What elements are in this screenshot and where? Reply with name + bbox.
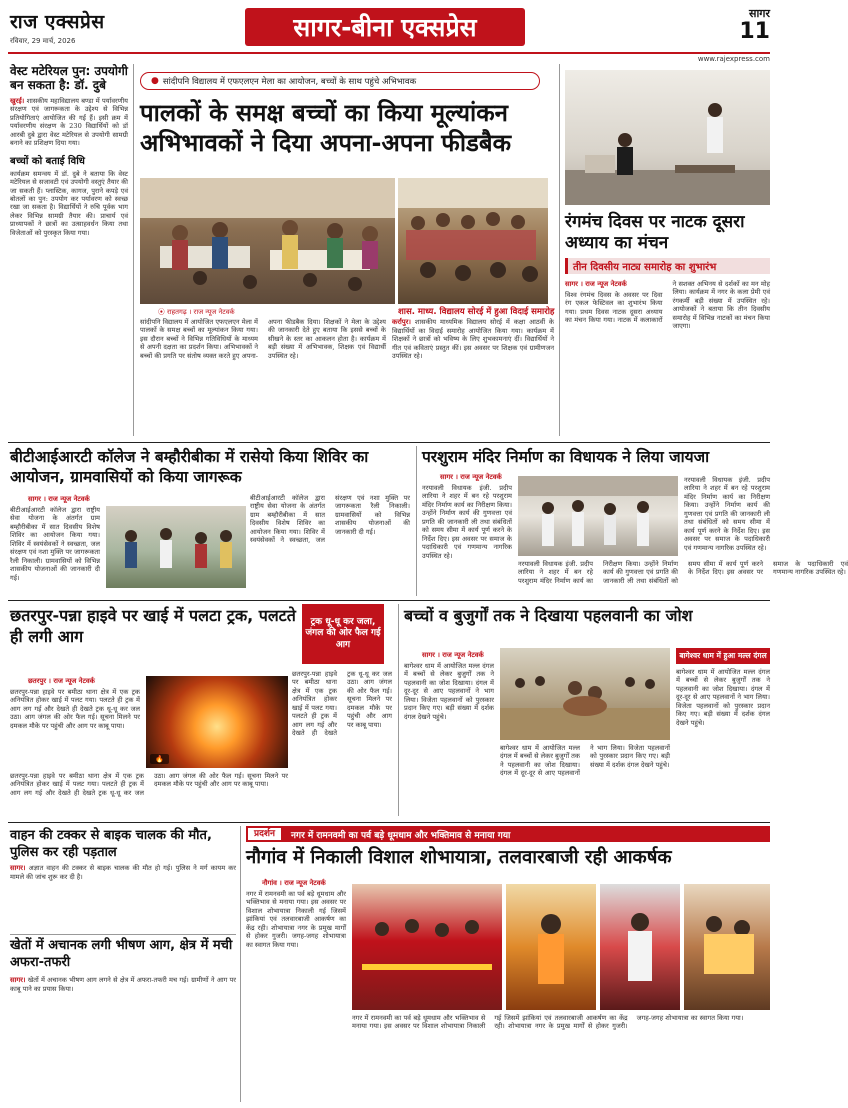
- theatre-body-text: विश्व रंगमंच दिवस के अवसर पर दिवा रंग एकल फेस्टिवल का शुभारंभ किया गया। प्रथम दिवस नाटक दूसरा अध्याय का मंचन किया गया। नाटक में कलाकारों ने सशक्त अभिनय से दर्शकों का मन मोह लिया। कार्यक्रम में नगर के कला प्रेमी एवं रंगकर्मी बड़ी संख्या में उपस्थित रहे। आयोजकों ने बताया कि तीन दिवसीय समारोह में विभिन्न नाटकों का मंचन किया जाएगा।: [565, 280, 770, 331]
- theatre-photo-art: [565, 70, 770, 205]
- parshuram-headline: परशुराम मंदिर निर्माण का विधायक ने लिया जायजा: [422, 448, 710, 466]
- bit-body: [10, 506, 100, 588]
- header-rule: [8, 52, 770, 54]
- wrestling-headline: बच्चों व बुजुर्गों तक ने दिखाया पहलवानी का जोश: [404, 606, 693, 625]
- truck-body: [10, 688, 140, 768]
- truck-divider: [398, 604, 399, 816]
- truck-dateline: छतरपुर । राज न्यूज नेटवर्क: [28, 677, 95, 685]
- fire-body: [10, 976, 236, 1100]
- theatre-dateline: सागर । राज न्यूज नेटवर्क: [565, 280, 627, 288]
- procession-banner: [246, 826, 770, 842]
- bike-dateline: सागर।: [10, 864, 26, 872]
- lead-photo-caption-text: राहतगढ़ । राज न्यूज नेटवर्क: [166, 308, 235, 316]
- theatre-body: [565, 280, 770, 436]
- procession-photo-1-art: [352, 884, 502, 1010]
- theatre-subhead: तीन दिवसीय नाट्य समारोह का शुभारंभ: [573, 262, 717, 273]
- row1-rule: [8, 442, 770, 443]
- procession-photo-4: [684, 884, 770, 1010]
- wrestling-photo-art: [500, 648, 670, 740]
- parshuram-photo-art: [518, 476, 678, 556]
- procession-photo-1: [352, 884, 502, 1010]
- truck-headline: छतरपुर-पन्ना हाइवे पर खाई में पलटा ट्रक, पलटते ही लगी आग: [10, 606, 296, 646]
- wrestling-dateline: सागर । राज न्यूज नेटवर्क: [422, 651, 484, 659]
- procession-photo-3-art: [600, 884, 680, 1010]
- bit-body-text: बीटीआईआरटी कॉलेज द्वारा राष्ट्रीय सेवा योजना के अंतर्गत ग्राम बम्हौरीबीका में सात दिवसीय विशेष शिविर का आयोजन किया गया। शिविर में स्वयंसेवकों ने स्वच्छता, जल संरक्षण एवं नशा मुक्ति पर जागरूकता रैली निकाली। ग्रामवासियों को विभिन्न शासकीय योजनाओं की जानकारी दी गई।: [10, 506, 100, 582]
- bit-body-text-2: बीटीआईआरटी कॉलेज द्वारा राष्ट्रीय सेवा योजना के अंतर्गत ग्राम बम्हौरीबीका में सात दिवसीय विशेष शिविर का आयोजन किया गया। शिविर में स्वयंसेवकों ने स्वच्छता, जल संरक्षण एवं नशा मुक्ति पर जागरूकता रैली निकाली। ग्रामवासियों को विभिन्न शासकीय योजनाओं की जानकारी दी गई।: [250, 494, 410, 545]
- farewell-photo-art: [398, 178, 548, 304]
- theatre-headline: रंगमंच दिवस पर नाटक दूसरा अध्याय का मंचन: [565, 212, 745, 254]
- lead-headline: पालकों के समक्ष बच्चों का किया मूल्यांकन अभिभावकों ने दिया अपना-अपना फीडबैक: [140, 99, 512, 157]
- wrestling-body-text-2: बागेश्वर धाम में आयोजित मल्ल दंगल में बच्चों से लेकर बुजुर्गों तक ने पहलवानी का जोश दिखाया। दंगल में दूर-दूर से आए पहलवानों ने भाग लिया। विजेता पहलवानों को पुरस्कार प्रदान किए गए। बड़ी संख्या में दर्शक दंगल देखने पहुंचे।: [676, 668, 770, 727]
- bit-headline: बीटीआईआरटी कॉलेज ने बम्हौरीबीका में रासेयो किया शिविर का आयोजन, ग्रामवासियों को किया जागरूक: [10, 448, 369, 486]
- wrestling-tag: [676, 648, 770, 664]
- bit-divider: [416, 446, 417, 596]
- bit-photo-art: [106, 506, 246, 588]
- procession-photo-4-art: [684, 884, 770, 1010]
- bit-photo: [106, 506, 246, 588]
- lead-photo-art: [140, 178, 395, 304]
- website-link[interactable]: www.rajexpress.com: [697, 55, 770, 63]
- lead-photo: [140, 178, 395, 304]
- procession-label: प्रदर्शन: [248, 828, 281, 840]
- bottom-left-divider: [240, 826, 241, 1102]
- lead-body: [140, 318, 386, 436]
- lead-photo-caption: [158, 306, 235, 316]
- procession-photo-3: [600, 884, 680, 1010]
- truck-body-text-2: छतरपुर-पन्ना हाइवे पर बमीठा थाना क्षेत्र में एक ट्रक अनियंत्रित होकर खाई में पलट गया। पलटते ही ट्रक में आग लग गई और देखते ही देखते ट्रक धू-धू कर जल उठा। आग जंगल की ओर फैल गई। सूचना मिलने पर दमकल मौके पर पहुंची और आग पर काबू पाया।: [10, 772, 288, 797]
- left-subhead: बच्चों को बताई विधि: [10, 155, 85, 167]
- page-city: सागर: [749, 7, 770, 20]
- bit-body-2: [250, 494, 410, 588]
- farewell-dateline: कर्रापुर।: [392, 318, 411, 326]
- parshuram-body-3: [518, 560, 848, 590]
- page-number: 11: [739, 19, 770, 44]
- left-column: [10, 64, 128, 436]
- farewell-body: [392, 318, 554, 436]
- wrestling-body: [404, 662, 494, 816]
- truck-callout: [302, 604, 384, 664]
- truck-body-text: छतरपुर-पन्ना हाइवे पर बमीठा थाना क्षेत्र में एक ट्रक अनियंत्रित होकर खाई में पलट गया। पलटते ही ट्रक में आग लग गई और देखते ही देखते ट्रक धू-धू कर जल उठा। आग जंगल की ओर फैल गई। सूचना मिलने पर दमकल मौके पर पहुंची और आग पर काबू पाया।: [10, 688, 140, 730]
- procession-body-text: नगर में रामनवमी का पर्व बड़े धूमधाम और भक्तिभाव से मनाया गया। इस अवसर पर विशाल शोभायात्रा निकाली गई जिसमें झांकियां एवं तलवारबाजी आकर्षण का केंद्र रही। शोभायात्रा नगर के प्रमुख मार्गों से होकर गुजरी। जगह-जगह शोभायात्रा का स्वागत किया गया।: [246, 890, 346, 949]
- procession-photo-2-art: [506, 884, 596, 1010]
- truck-body-text-3: छतरपुर-पन्ना हाइवे पर बमीठा थाना क्षेत्र में एक ट्रक अनियंत्रित होकर खाई में पलट गया। पलटते ही ट्रक में आग लग गई और देखते ही देखते ट्रक धू-धू कर जल उठा। आग जंगल की ओर फैल गई। सूचना मिलने पर दमकल मौके पर पहुंची और आग पर काबू पाया।: [292, 670, 392, 738]
- procession-photo-2: [506, 884, 596, 1010]
- bike-fire-rule: [10, 934, 236, 935]
- truck-body-3: [292, 670, 392, 816]
- parshuram-dateline: सागर । राज न्यूज नेटवर्क: [440, 473, 502, 481]
- lead-banner: [140, 72, 540, 90]
- parshuram-body-text-3: नरयावली विधायक इंजी. प्रदीप लारिया ने शहर में बन रहे परशुराम मंदिर निर्माण कार्य का निरीक्षण किया। उन्होंने निर्माण कार्य की गुणवत्ता एवं प्रगति की जानकारी ली तथा संबंधितों को समय सीमा में कार्य पूर्ण करने के निर्देश दिए। इस अवसर पर समाज के पदाधिकारी एवं गणमान्य नागरिक उपस्थित रहे।: [518, 560, 848, 585]
- farewell-photo: [398, 178, 548, 304]
- truck-body-2: [10, 772, 288, 816]
- procession-headline: नौगांव में निकाली विशाल शोभायात्रा, तलवारबाजी रही आकर्षक: [246, 847, 672, 868]
- parshuram-body-text: नरयावली विधायक इंजी. प्रदीप लारिया ने शहर में बन रहे परशुराम मंदिर निर्माण कार्य का निरीक्षण किया। उन्होंने निर्माण कार्य की गुणवत्ता एवं प्रगति की जानकारी ली तथा संबंधितों को समय सीमा में कार्य पूर्ण करने के निर्देश दिए। इस अवसर पर समाज के पदाधिकारी एवं गणमान्य नागरिक उपस्थित रहे।: [422, 484, 512, 560]
- bike-body-text: अज्ञात वाहन की टक्कर से बाइक चालक की मौत हो गई। पुलिस ने मर्ग कायम कर मामले की जांच शुरू कर दी है।: [10, 864, 236, 881]
- left-text-2: कार्यक्रम समन्वय में डॉ. दुबे ने बताया कि वेस्ट मटेरियल से सजावटी एवं उपयोगी वस्तुएं तैयार की जा सकती हैं। प्लास्टिक, कागज, पुराने कपड़े एवं बोतलों का पुन: उपयोग कर पर्यावरण को स्वच्छ रखा जा सकता है। विद्यार्थियों ने रुचि पूर्वक भाग लेकर विभिन्न सामग्री तैयार की। प्राचार्य एवं प्राध्यापकों ने छात्रों का उत्साहवर्धन किया तथा विजेताओं को पुरस्कृत किया गया।: [10, 169, 128, 237]
- bike-headline: वाहन की टक्कर से बाइक चालक की मौत, पुलिस कर रही पड़ताल: [10, 828, 212, 860]
- wrestling-body-text-3: बागेश्वर धाम में आयोजित मल्ल दंगल में बच्चों से लेकर बुजुर्गों तक ने पहलवानी का जोश दिखाया। दंगल में दूर-दूर से आए पहलवानों ने भाग लिया। विजेता पहलवानों को पुरस्कार प्रदान किए गए। बड़ी संख्या में दर्शक दंगल देखने पहुंचे।: [500, 744, 670, 778]
- left-text-1: शासकीय महाविद्यालय बण्डा में पर्यावरणीय संरक्षण एवं जागरूकता के उद्देश्य से विभिन्न प्रतियोगिताएं आयोजित की गईं हैं। इसी क्रम में पर्यावरणीय संरक्षण के 230 विद्यार्थियों को डॉ आरबी दुबे द्वारा वेस्ट मटेरियल से उपयोगी सामग्री बनाने का प्रशिक्षण दिया गया।: [10, 96, 128, 148]
- procession-banner-text: नगर में रामनवमी का पर्व बड़े धूमधाम और भक्तिमाव से मनाया गया: [291, 830, 511, 841]
- masthead-title: राज एक्सप्रेस: [10, 11, 105, 33]
- parshuram-body: [422, 484, 512, 588]
- procession-body-2: [352, 1014, 770, 1102]
- lead-banner-text: सांदीपनि विद्यालय में एफएलएन मेला का आयोजन, बच्चों के साथ पहुंचे अभिभावक: [162, 76, 417, 87]
- left-dateline: खुरई।: [10, 96, 25, 105]
- bike-body: [10, 864, 236, 934]
- farewell-caption: शास. माध्य. विद्यालय सोरई में हुआ विदाई समारोह: [398, 307, 555, 317]
- pin-icon: ⦿: [158, 308, 165, 316]
- procession-body-text-2: नगर में रामनवमी का पर्व बड़े धूमधाम और भक्तिभाव से मनाया गया। इस अवसर पर विशाल शोभायात्रा निकाली गई जिसमें झांकियां एवं तलवारबाजी आकर्षण का केंद्र रही। शोभायात्रा नगर के प्रमुख मार्गों से होकर गुजरी। जगह-जगह शोभायात्रा का स्वागत किया गया।: [352, 1014, 744, 1031]
- fire-body-text: खेतों में अचानक भीषण आग लगने से क्षेत्र में अफरा-तफरी मच गई। ग्रामीणों ने आग पर काबू पाने का प्रयास किया।: [10, 976, 236, 993]
- wrestling-body-2: [676, 668, 770, 816]
- lead-body-text: सांदीपनि विद्यालय में आयोजित एफएलएन मेला में पालकों के समक्ष बच्चों का मूल्यांकन किया गया। इस दौरान बच्चों ने विभिन्न गतिविधियों के माध्यम से अपनी दक्षता का प्रदर्शन किया। अभिभावकों ने बच्चों की प्रगति पर संतोष व्यक्त करते हुए अपना-अपना फीडबैक दिया। शिक्षकों ने मेला के उद्देश्य की जानकारी देते हुए बताया कि इससे बच्चों के सीखने के स्तर का आकलन होता है। कार्यक्रम में बड़ी संख्या में अभिभावक, शिक्षक एवं विद्यार्थी उपस्थित रहे।: [140, 318, 386, 360]
- row2-rule: [8, 600, 770, 601]
- masthead-block: [10, 8, 150, 52]
- lead-banner-bullet: ●: [151, 76, 159, 86]
- theatre-divider: [559, 64, 560, 436]
- masthead-date: रविवार, 29 मार्च, 2026: [10, 37, 76, 45]
- section-banner: [245, 8, 525, 46]
- truck-callout-text: ट्रक धू-धू कर जला, जंगल की ओर फैल गई आग: [305, 617, 381, 650]
- wrestling-tag-text: बागेश्वर धाम में हुआ मल्ल दंगल: [679, 651, 767, 660]
- parshuram-body-text-2: नरयावली विधायक इंजी. प्रदीप लारिया ने शहर में बन रहे परशुराम मंदिर निर्माण कार्य का निरीक्षण किया। उन्होंने निर्माण कार्य की गुणवत्ता एवं प्रगति की जानकारी ली तथा संबंधितों को समय सीमा में कार्य पूर्ण करने के निर्देश दिए। इस अवसर पर समाज के पदाधिकारी एवं गणमान्य नागरिक उपस्थित रहे।: [684, 476, 770, 552]
- left-column-divider: [133, 64, 134, 436]
- farewell-body-text: शासकीय माध्यमिक विद्यालय सोरई में कक्षा आठवीं के विद्यार्थियों का विदाई समारोह आयोजित किया गया। कार्यक्रम में शिक्षकों ने छात्रों को भविष्य के लिए शुभकामनाएं दीं। विद्यार्थियों ने गीत एवं कविताएं प्रस्तुत कीं। इस अवसर पर शिक्षक एवं ग्रामीणजन उपस्थित रहे।: [392, 318, 554, 360]
- wrestling-body-3: [500, 744, 670, 816]
- truck-photo-fire-icon: 🔥: [150, 754, 169, 764]
- procession-body: [246, 890, 346, 1102]
- theatre-subhead-bar: [565, 258, 770, 274]
- wrestling-photo: [500, 648, 670, 740]
- row3-rule: [8, 822, 770, 823]
- fire-headline: खेतों में अचानक लगी भीषण आग, क्षेत्र में मची अफरा-तफरी: [10, 938, 233, 970]
- bit-dateline: सागर । राज न्यूज नेटवर्क: [28, 495, 90, 503]
- parshuram-photo: [518, 476, 678, 556]
- wrestling-body-text: बागेश्वर धाम में आयोजित मल्ल दंगल में बच्चों से लेकर बुजुर्गों तक ने पहलवानी का जोश दिखाया। दंगल में दूर-दूर से आए पहलवानों ने भाग लिया। विजेता पहलवानों को पुरस्कार प्रदान किए गए। बड़ी संख्या में दर्शक दंगल देखने पहुंचे।: [404, 662, 494, 721]
- section-title: सागर-बीना एक्सप्रेस: [293, 13, 477, 42]
- theatre-photo: [565, 70, 770, 205]
- truck-photo: [146, 676, 288, 768]
- left-kicker: वेस्ट मटेरियल पुन: उपयोगी बन सकता है: डॉ. दुबे: [10, 64, 128, 93]
- procession-dateline: नौगांव । राज न्यूज नेटवर्क: [262, 879, 326, 887]
- fire-dateline: सागर।: [10, 976, 26, 984]
- page-number-block: [690, 6, 770, 43]
